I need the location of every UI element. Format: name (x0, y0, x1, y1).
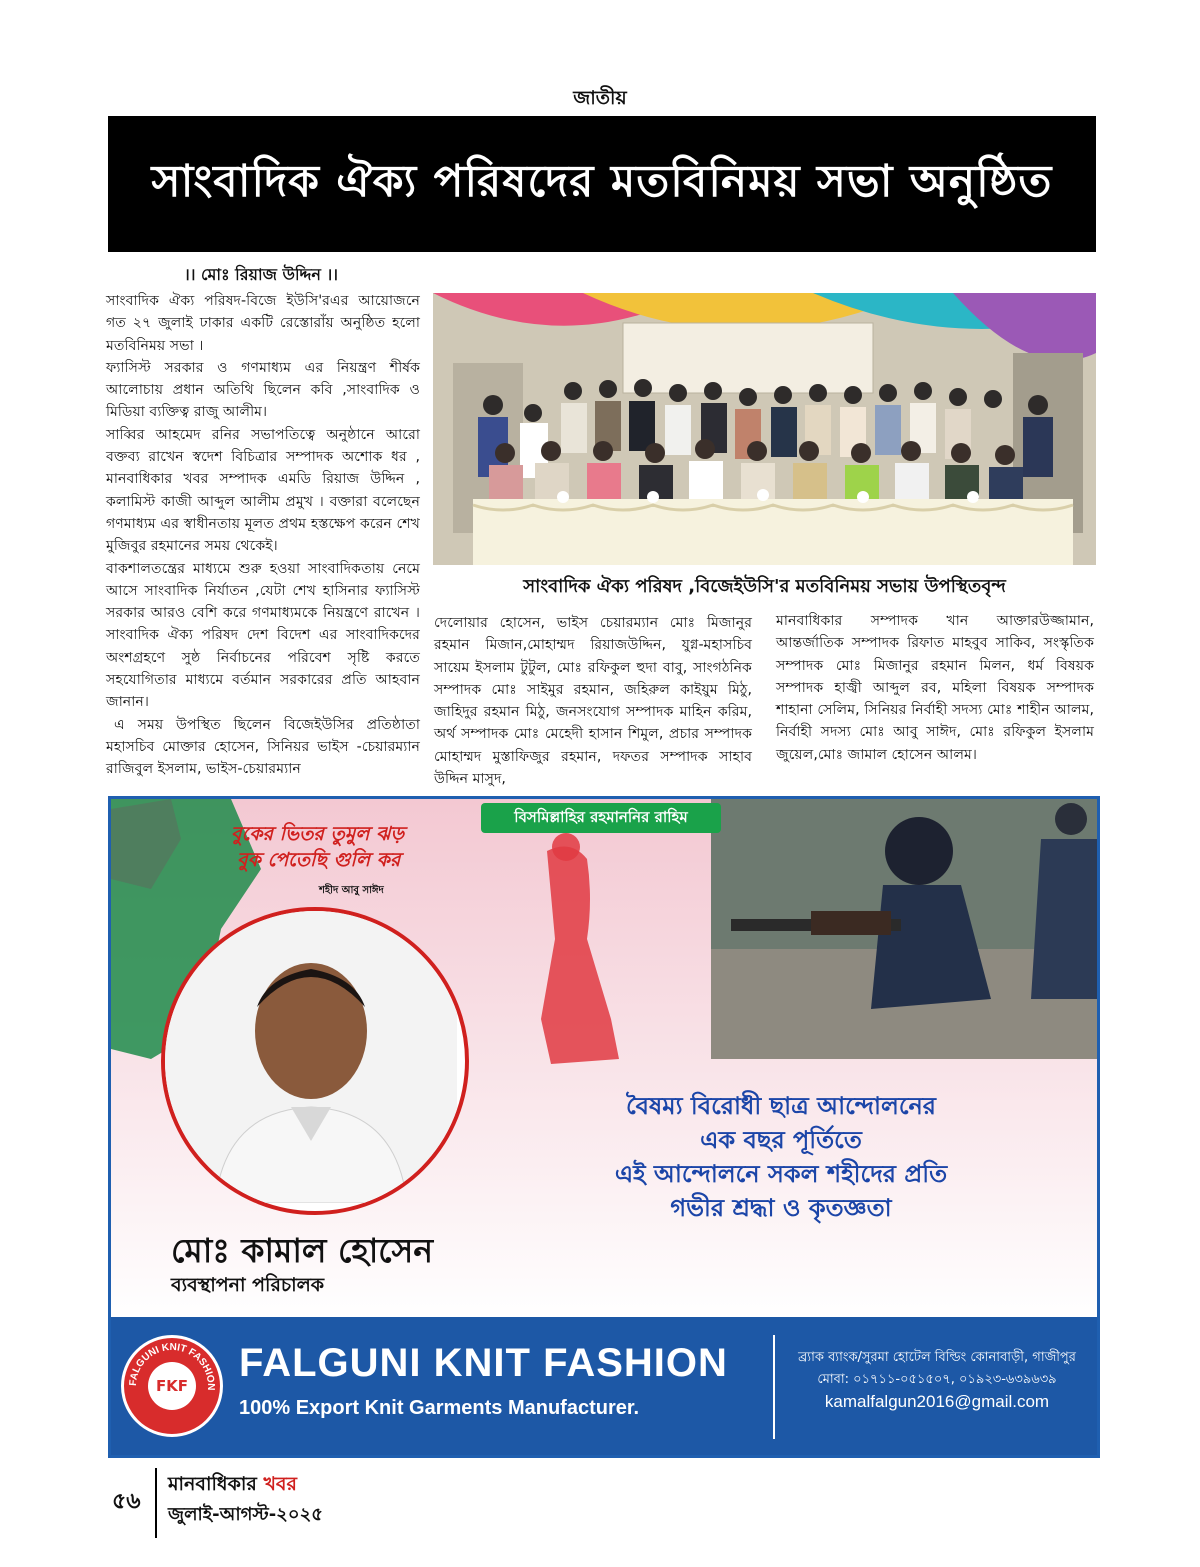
tribute-line: বৈষম্য বিরোধী ছাত্র আন্দোলনের (625, 1092, 937, 1120)
person-portrait (161, 907, 469, 1215)
martyr-name: শহীদ আবু সাঈদ (319, 885, 384, 896)
magazine-name-part: মানবাধিকার (168, 1473, 257, 1495)
martyr-slogan (231, 821, 404, 873)
company-email: kamalfalgun2016@gmail.com (824, 1392, 1050, 1411)
tribute-message (551, 1089, 1011, 1225)
tribute-line: এক বছর পূর্তিতে (700, 1126, 862, 1154)
slogan-line: বুকের ভিতর তুমুল ঝড় (231, 823, 405, 845)
company-address: ব্র্যাক ব্যাংক/সুরমা হোটেল বিল্ডিং কোনাবাড়ী, গাজীপুর (798, 1350, 1076, 1365)
tribute-line: গভীর শ্রদ্ধা ও কৃতজ্ঞতা (670, 1194, 892, 1222)
tribute-line: এই আন্দোলনে সকল শহীদের প্রতি (614, 1160, 948, 1188)
article-paragraph: বাকশালতন্ত্রের মাধ্যমে শুরু হওয়া সাংবাদিকতায় নেমে আসে সাংবাদিক নির্যাতন ,যেটা শেখ হাসিনার ফ্যাসিস্ট সরকার আরও বেশি করে গণমাধ্যমকে নিয়ন্ত্রণে রাখেন । সাংবাদিক ঐক্য পরিষদ দেশ বিদেশ এর সাংবাদিকদের অংশগ্রহণে সুষ্ঠ নির্বাচনের পরিবেশ সৃষ্টি করতে সহযোগিতার মাধ্যমে বর্তমান সরকারের প্রতি আহবান জানান। (106, 560, 420, 711)
article-column-1 (106, 290, 420, 781)
contact-block (787, 1347, 1087, 1413)
company-tagline: 100% Export Knit Garments Manufacturer. (239, 1397, 640, 1419)
byline: ।। মোঃ রিয়াজ উদ্দিন ।। (184, 265, 338, 284)
headline: সাংবাদিক ঐক্য পরিষদের মতবিনিময় সভা অনুষ্ঠিত (108, 116, 1096, 252)
photo-caption: সাংবাদিক ঐক্য পরিষদ ,বিজেইউসি'র মতবিনিময় সভায় উপস্থিতবৃন্দ (523, 576, 1006, 597)
logo-ring-label: FALGUNI KNIT FASHION (127, 1341, 217, 1391)
article-column-3: মানবাধিকার সম্পাদক খান আক্তারউজ্জামান, আন্তর্জাতিক সম্পাদক রিফাত মাহবুব সাকিব, সংস্কৃতিক সম্পাদক মোঃ মিজানুর রহমান মিলন, ধর্ম বিষয়ক সম্পাদক হাজ্বী আব্দুল রব, মহিলা বিষয়ক সম্পাদক শাহানা সেলিম, সিনিয়র নির্বাহী সদস্য মোঃ শাহীন আলম, নির্বাহী সদস্য মোঃ আবু সাঈদ, মোঃ রফিকুল ইসলাম জুয়েল,মোঃ জামাল হোসেন আলম। (776, 613, 1094, 763)
slogan-line: বুক পেতেছি গুলি কর (237, 849, 401, 871)
event-group-photo (433, 293, 1096, 565)
article-paragraph: এ সময় উপস্থিত ছিলেন বিজেইউসির প্রতিষ্ঠাতা মহাসচিব মোক্তার হোসেন, সিনিয়র ভাইস -চেয়ারম্যান রাজিবুল ইসলাম, ভাইস-চেয়ারম্যান (106, 716, 420, 778)
portrait-illustration (165, 911, 457, 1203)
issue-date: জুলাই-আগস্ট-২০২৫ (168, 1504, 323, 1525)
magazine-name-part: খবর (263, 1473, 297, 1495)
article-column-2: দেলোয়ার হোসেন, ভাইস চেয়ারম্যান মোঃ মিজানুর রহমান মিজান,মোহাম্মদ রিয়াজউদ্দিন, যুগ্ন-মহাসচিব সায়েম ইসলাম টুটুল, মোঃ রফিকুল হুদা বাবু, সাংগঠনিক সম্পাদক মোঃ সাইমুর রহমান, জহিরুল কাইয়ুম মিঠু, জাহিদুর রহমান মিঠু, জনসংযোগ সম্পাদক মাহিন করিম, অর্থ সম্পাদক মোঃ মেহেদী হাসান শিমুল, প্রচার সম্পাদক মোহাম্মদ মুস্তাফিজুর রহমান, দফতর সম্পাদক সাহাব উদ্দিন মাসুদ, (434, 615, 752, 788)
company-name: FALGUNI KNIT FASHION (239, 1341, 728, 1385)
article-paragraph: ফ্যাসিস্ট সরকার ও গণমাধ্যম এর নিয়ন্ত্রণ শীর্ষক আলোচায় প্রধান অতিথি ছিলেন কবি ,সাংবাদিক ও মিডিয়া ব্যক্তিত্ব রাজু আলীম। (106, 359, 420, 421)
divider (773, 1335, 775, 1439)
bismillah-banner: বিসমিল্লাহির রহমাননির রাহিম (481, 803, 721, 833)
section-label: জাতীয় (573, 87, 627, 109)
company-band (111, 1317, 1097, 1455)
article-paragraph: সাংবাদিক ঐক্য পরিষদ-বিজে ইউসি'রএর আয়োজনে গত ২৭ জুলাই ঢাকার একটি রেস্তোরাঁয় অনুষ্ঠিত হলো মতবিনিময় সভা । (106, 293, 420, 354)
person-role: ব্যবস্থাপনা পরিচালক (171, 1274, 325, 1296)
event-photo-illustration (433, 293, 1096, 565)
article-paragraph: সাব্বির আহমেদ রনির সভাপতিত্বে অনুষ্ঠানে আরো বক্তব্য রাখেন স্বদেশ বিচিত্রার সম্পাদক অশোক ধর , মানবাধিকার খবর সম্পাদক এমডি রিয়াজ উদ্দিন , কলামিস্ট কাজী আব্দুল আলীম প্রমুখ । বক্তারা বলেছেন গণমাধ্যম এর স্বাধীনতায় মূলত প্রথম হস্তক্ষেপ করেন শেখ মুজিবুর রহমানের সময় থেকেই। (106, 426, 420, 555)
company-phone: মোবা: ০১৭১১-০৫১৫০৭, ০১৯২৩-৬৩৯৬৩৯ (817, 1372, 1057, 1387)
person-name: মোঃ কামাল হোসেন (171, 1231, 434, 1270)
advertisement (108, 796, 1100, 1458)
footer-divider (155, 1468, 157, 1538)
company-logo (121, 1335, 223, 1437)
page-number: ৫৬ (112, 1489, 141, 1514)
magazine-name (168, 1470, 297, 1502)
logo-monogram: FKF (148, 1362, 196, 1410)
